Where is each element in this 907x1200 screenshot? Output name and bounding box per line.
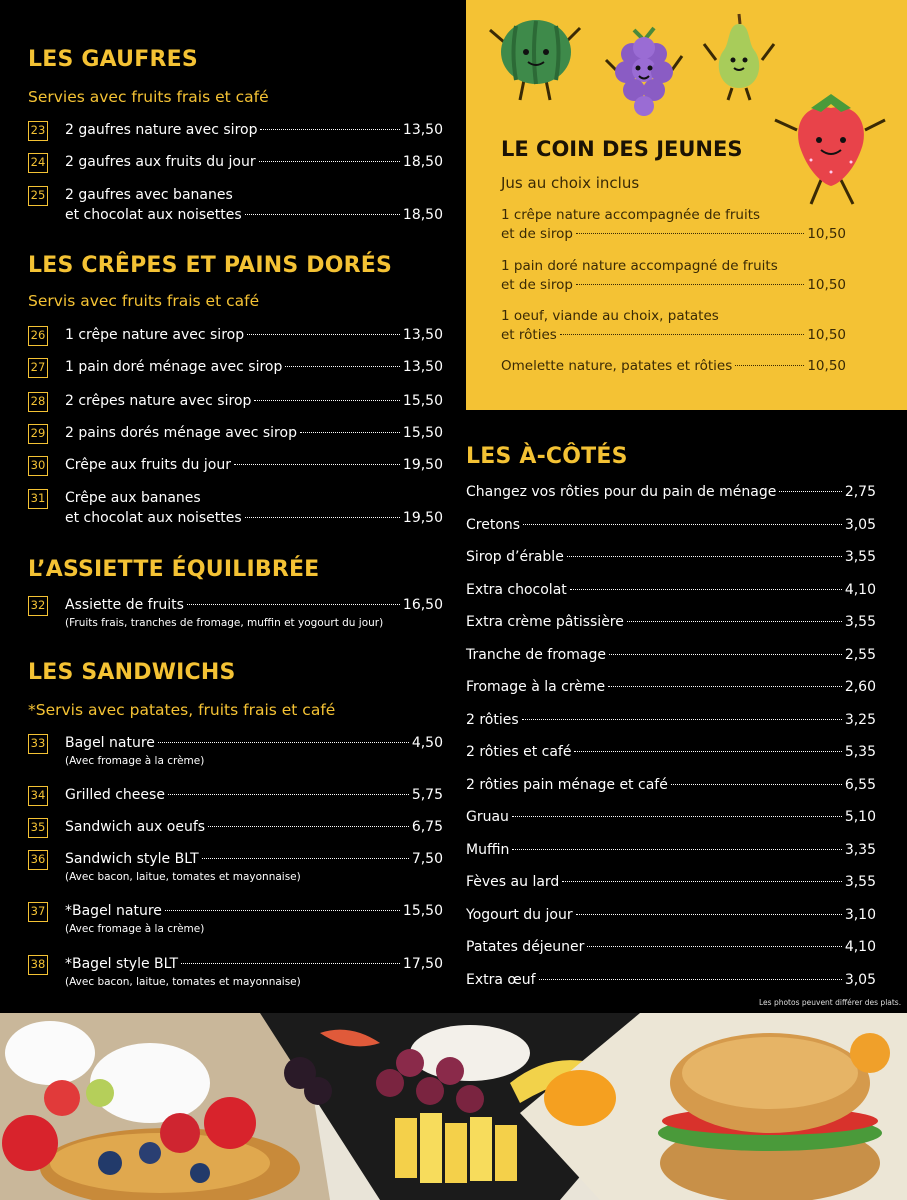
item-price: 15,50 — [402, 903, 443, 919]
item-note: (Fruits frais, tranches de fromage, muffin et yogourt du jour) — [65, 617, 384, 629]
disclaimer: Les photos peuvent différer des plats. — [759, 998, 902, 1007]
section-subtitle-sandwichs: *Servis avec patates, fruits frais et café — [28, 701, 336, 719]
side-name: Patates déjeuner — [466, 939, 585, 955]
item-name: 2 gaufres avec bananes — [65, 187, 233, 203]
section-subtitle-gaufres: Servies avec fruits frais et café — [28, 88, 269, 106]
item-number: 25 — [28, 186, 48, 206]
side-name: Extra œuf — [466, 972, 536, 988]
menu-item — [501, 257, 846, 295]
menu-item — [501, 206, 846, 244]
side-price: 3,55 — [844, 874, 876, 890]
item-number: 31 — [28, 489, 48, 509]
side-price: 3,55 — [844, 614, 876, 630]
list-item — [466, 549, 876, 569]
item-number: 34 — [28, 786, 48, 806]
section-title-sandwichs: LES SANDWICHS — [28, 660, 236, 685]
side-price: 4,10 — [844, 581, 876, 598]
grapes-character-icon — [604, 26, 684, 118]
food-photo-banner — [0, 1013, 907, 1200]
item-number: 35 — [28, 818, 48, 838]
item-price: 19,50 — [402, 457, 443, 473]
item-name: Crêpe aux bananes — [65, 490, 201, 506]
item-name-line2: et de sirop — [501, 277, 573, 293]
item-price: 19,50 — [402, 510, 443, 526]
list-item — [466, 809, 876, 829]
item-name-line2: et de sirop — [501, 226, 573, 242]
item-name: Sandwich aux oeufs — [65, 819, 206, 835]
side-name: 2 rôties — [466, 711, 519, 728]
side-price: 2,60 — [844, 679, 876, 695]
item-number: 32 — [28, 596, 48, 616]
item-note: (Avec bacon, laitue, tomates et mayonnaise) — [65, 976, 301, 988]
section-title-jeunes: LE COIN DES JEUNES — [501, 137, 743, 161]
side-price: 3,10 — [844, 906, 876, 923]
section-title-crepes: LES CRÊPES ET PAINS DORÉS — [28, 253, 393, 278]
menu-item — [501, 307, 846, 345]
list-item — [466, 647, 876, 667]
item-number: 38 — [28, 955, 48, 975]
item-name: Omelette nature, patates et rôties — [501, 358, 733, 374]
watermelon-character-icon — [486, 12, 586, 102]
item-number: 27 — [28, 358, 48, 378]
item-number: 33 — [28, 734, 48, 754]
list-item — [466, 517, 876, 537]
item-number: 37 — [28, 902, 48, 922]
list-item — [466, 939, 876, 959]
item-number: 28 — [28, 392, 48, 412]
menu-item — [501, 357, 846, 376]
kids-box — [466, 0, 907, 410]
list-item — [466, 874, 876, 894]
item-note: (Avec fromage à la crème) — [65, 755, 205, 767]
list-item — [466, 777, 876, 797]
section-title-acotes: LES À-CÔTÉS — [466, 444, 628, 469]
side-name: Changez vos rôties pour du pain de ménage — [466, 484, 777, 500]
side-price: 5,35 — [844, 744, 876, 760]
item-price: 18,50 — [402, 154, 443, 170]
item-note: (Avec bacon, laitue, tomates et mayonnaise) — [65, 871, 301, 883]
list-item — [466, 842, 876, 862]
side-price: 3,05 — [844, 972, 876, 988]
item-name: 2 pains dorés ménage avec sirop — [65, 425, 297, 441]
side-name: Gruau — [466, 809, 509, 825]
item-name: Assiette de fruits — [65, 597, 184, 613]
item-name: *Bagel nature — [65, 903, 162, 919]
item-price: 13,50 — [402, 327, 443, 343]
item-name: 1 oeuf, viande au choix, patates — [501, 308, 719, 324]
side-price: 3,35 — [844, 841, 876, 858]
section-subtitle-jeunes: Jus au choix inclus — [501, 174, 640, 192]
strawberry-character-icon — [771, 80, 891, 208]
side-price: 5,10 — [844, 809, 876, 825]
pear-character-icon — [702, 10, 776, 102]
item-name: 2 gaufres aux fruits du jour — [65, 154, 256, 170]
list-item — [466, 712, 876, 732]
side-name: Sirop d’érable — [466, 549, 564, 565]
list-item — [466, 614, 876, 634]
list-item — [466, 907, 876, 927]
item-price: 16,50 — [402, 597, 443, 613]
item-number: 36 — [28, 850, 48, 870]
item-name: Sandwich style BLT — [65, 851, 199, 867]
item-number: 29 — [28, 424, 48, 444]
item-number: 26 — [28, 326, 48, 346]
item-price: 15,50 — [402, 393, 443, 409]
item-name: 1 crêpe nature avec sirop — [65, 327, 245, 343]
item-name: 1 pain doré nature accompagné de fruits — [501, 258, 778, 274]
side-price: 2,55 — [844, 646, 876, 663]
list-item — [466, 679, 876, 699]
side-price: 2,75 — [844, 484, 876, 500]
side-price: 3,25 — [844, 711, 876, 728]
item-price: 15,50 — [402, 425, 443, 441]
list-item — [466, 744, 876, 764]
list-item — [466, 582, 876, 602]
item-price: 10,50 — [807, 327, 846, 343]
side-name: 2 rôties pain ménage et café — [466, 776, 668, 793]
side-name: Muffin — [466, 841, 510, 858]
item-number: 24 — [28, 153, 48, 173]
item-price: 13,50 — [402, 359, 443, 375]
item-name: Bagel nature — [65, 735, 155, 751]
side-name: Extra chocolat — [466, 581, 567, 598]
item-name-line2: et chocolat aux noisettes — [65, 510, 242, 526]
item-price: 10,50 — [807, 358, 846, 374]
item-price: 10,50 — [807, 277, 846, 293]
section-subtitle-crepes: Servis avec fruits frais et café — [28, 292, 260, 310]
side-price: 6,55 — [844, 776, 876, 793]
item-name-line2: et chocolat aux noisettes — [65, 207, 242, 223]
item-price: 4,50 — [411, 735, 443, 751]
section-title-gaufres: LES GAUFRES — [28, 47, 198, 72]
item-price: 17,50 — [402, 956, 443, 972]
item-name: Crêpe aux fruits du jour — [65, 457, 231, 473]
list-item — [466, 972, 876, 992]
side-name: 2 rôties et café — [466, 744, 572, 760]
item-price: 10,50 — [807, 226, 846, 242]
item-name: *Bagel style BLT — [65, 956, 179, 972]
side-name: Cretons — [466, 516, 521, 533]
section-title-assiette: L’ASSIETTE ÉQUILIBRÉE — [28, 557, 320, 582]
item-price: 18,50 — [402, 207, 443, 223]
item-name: Grilled cheese — [65, 787, 165, 803]
item-number: 23 — [28, 121, 48, 141]
side-name: Yogourt du jour — [466, 906, 573, 923]
side-name: Extra crème pâtissière — [466, 614, 624, 630]
side-price: 3,55 — [844, 549, 876, 565]
item-price: 13,50 — [402, 122, 443, 138]
list-item — [466, 484, 876, 504]
side-name: Tranche de fromage — [466, 646, 606, 663]
item-name: 2 gaufres nature avec sirop — [65, 122, 258, 138]
item-price: 5,75 — [411, 787, 443, 803]
item-price: 6,75 — [411, 819, 443, 835]
item-number: 30 — [28, 456, 48, 476]
item-name-line2: et rôties — [501, 327, 557, 343]
item-name: 1 pain doré ménage avec sirop — [65, 359, 283, 375]
item-price: 7,50 — [411, 851, 443, 867]
item-name: 1 crêpe nature accompagnée de fruits — [501, 207, 761, 223]
item-note: (Avec fromage à la crème) — [65, 923, 205, 935]
side-name: Fromage à la crème — [466, 679, 606, 695]
side-name: Fèves au lard — [466, 874, 560, 890]
item-name: 2 crêpes nature avec sirop — [65, 393, 252, 409]
side-price: 4,10 — [844, 939, 876, 955]
side-price: 3,05 — [844, 516, 876, 533]
